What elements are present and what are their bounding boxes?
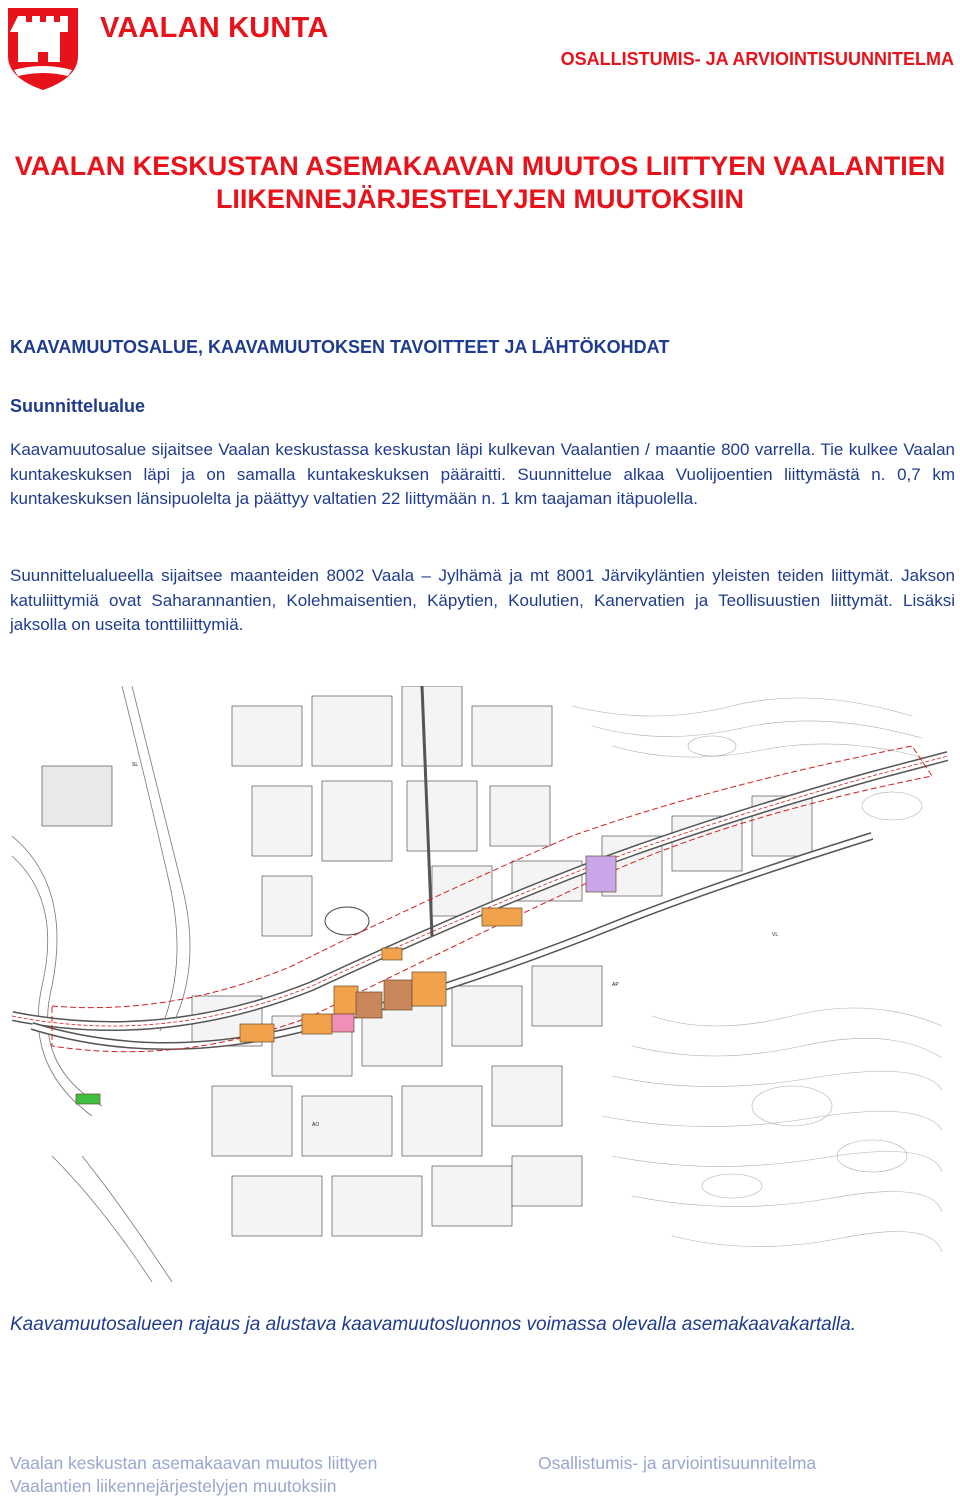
- municipality-name: VAALAN KUNTA: [100, 12, 329, 44]
- section-heading: KAAVAMUUTOSALUE, KAAVAMUUTOKSEN TAVOITTEET JA LÄHTÖKOHDAT: [10, 337, 670, 357]
- paragraph-1: Kaavamuutosalue sijaitsee Vaalan keskustassa keskustan läpi kulkevan Vaalantien / maantie 800 varrella. Tie kulkee Vaalan kuntakeskuksen läpi ja on samalla kuntakeskuksen pääraitti. Suunnittelue alkaa Vuolijoentien liittymästä n. 0,7 km kuntakeskuksen länsipuolelta ja päättyy valtatien 22 liittymään n. 1 km taajaman itäpuolella.: [10, 440, 955, 508]
- document-title: [0, 150, 960, 216]
- svg-text:AO: AO: [312, 1122, 320, 1128]
- subsection-heading: Suunnittelualue: [10, 396, 145, 416]
- svg-text:SL: SL: [132, 762, 139, 768]
- footer-left: [10, 1452, 450, 1498]
- svg-text:AP: AP: [612, 982, 619, 988]
- coat-of-arms-logo: [4, 4, 82, 92]
- footer-left-line-2: Vaalantien liikennejärjestelyjen muutoksiin: [10, 1476, 337, 1496]
- footer-left-line-1: Vaalan keskustan asemakaavan muutos liittyen: [10, 1453, 378, 1473]
- title-line-1: VAALAN KESKUSTAN ASEMAKAAVAN MUUTOS LIITTYEN VAALANTIEN: [14, 151, 946, 181]
- title-line-2: LIIKENNEJÄRJESTELYJEN MUUTOKSIIN: [215, 184, 745, 214]
- document-type: OSALLISTUMIS- JA ARVIOINTISUUNNITELMA: [560, 49, 954, 69]
- paragraph-2: Suunnittelualueella sijaitsee maanteiden 8002 Vaala – Jylhämä ja mt 8001 Järvikyläntien yleisten teiden liittymät. Jakson katuliittymiä ovat Saharannantien, Kolehmaisentien, Käpytien, Koulutien, Kanervatien ja Teollisuustien liittymät. Lisäksi jaksolla on useita tonttiliittymiä.: [10, 566, 955, 634]
- svg-text:VL: VL: [772, 932, 779, 938]
- zoning-map: [12, 686, 948, 1282]
- map-caption: Kaavamuutosalueen rajaus ja alustava kaavamuutosluonnos voimassa olevalla asemakaavakartalla.: [10, 1314, 856, 1335]
- footer-right: Osallistumis- ja arviointisuunnitelma: [538, 1453, 817, 1473]
